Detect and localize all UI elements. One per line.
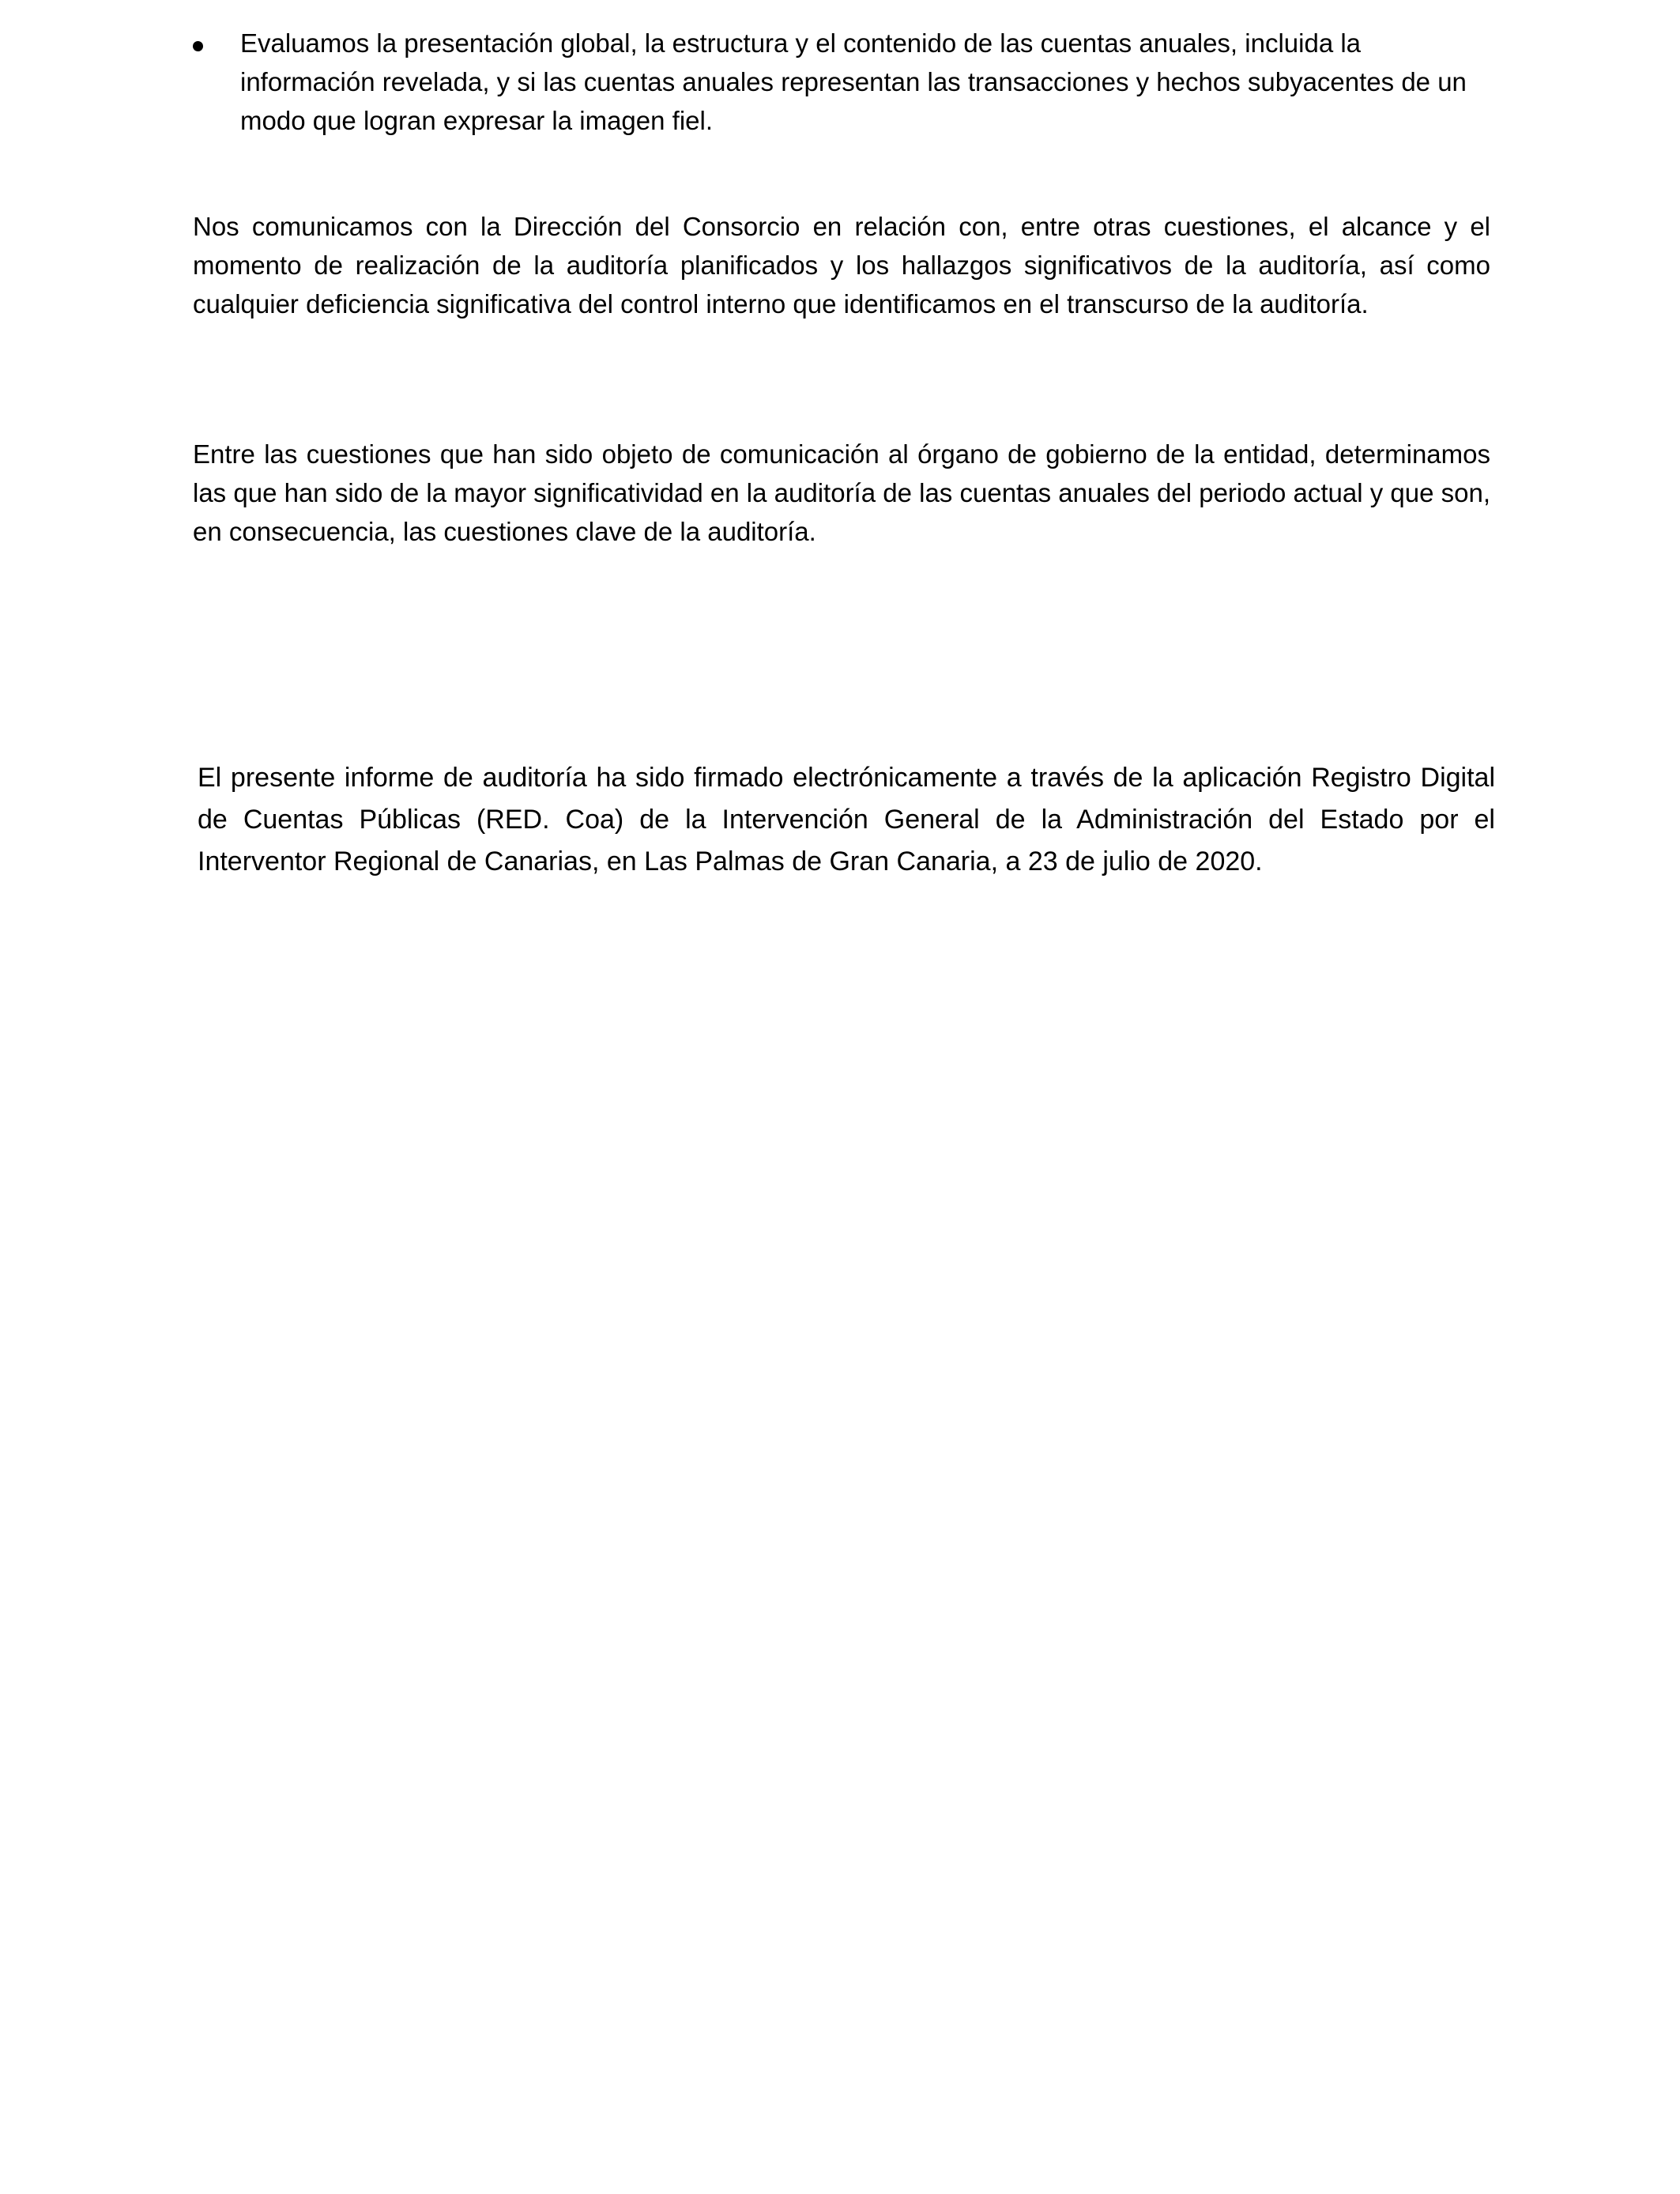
bullet-list-item: [193, 24, 1490, 140]
bullet-text: Evaluamos la presentación global, la estructura y el contenido de las cuentas anuales, incluida la información revelada, y si las cuentas anuales representan las transacciones y hechos subyacentes de un modo que logran expresar la imagen fiel.: [240, 28, 1467, 135]
paragraph-key-matters: Entre las cuestiones que han sido objeto de comunicación al órgano de gobierno de la entidad, determinamos las que han sido de la mayor significatividad en la auditoría de las cuentas anuales del periodo actual y que son, en consecuencia, las cuestiones clave de la auditoría.: [193, 439, 1490, 546]
paragraph-signature: El presente informe de auditoría ha sido firmado electrónicamente a través de la aplicación Registro Digital de Cuentas Públicas (RED. Coa) de la Intervención General de la Administración del Estado por el Interventor Regional de Canarias, en Las Palmas de Gran Canaria, a 23 de julio de 2020.: [198, 763, 1495, 876]
bullet-icon: [193, 41, 203, 51]
paragraph-communication: Nos comunicamos con la Dirección del Consorcio en relación con, entre otras cuestiones, el alcance y el momento de realización de la auditoría planificados y los hallazgos significativos de la auditoría, así como cualquier deficiencia significativa del control interno que identificamos en el transcurso de la auditoría.: [193, 212, 1490, 319]
